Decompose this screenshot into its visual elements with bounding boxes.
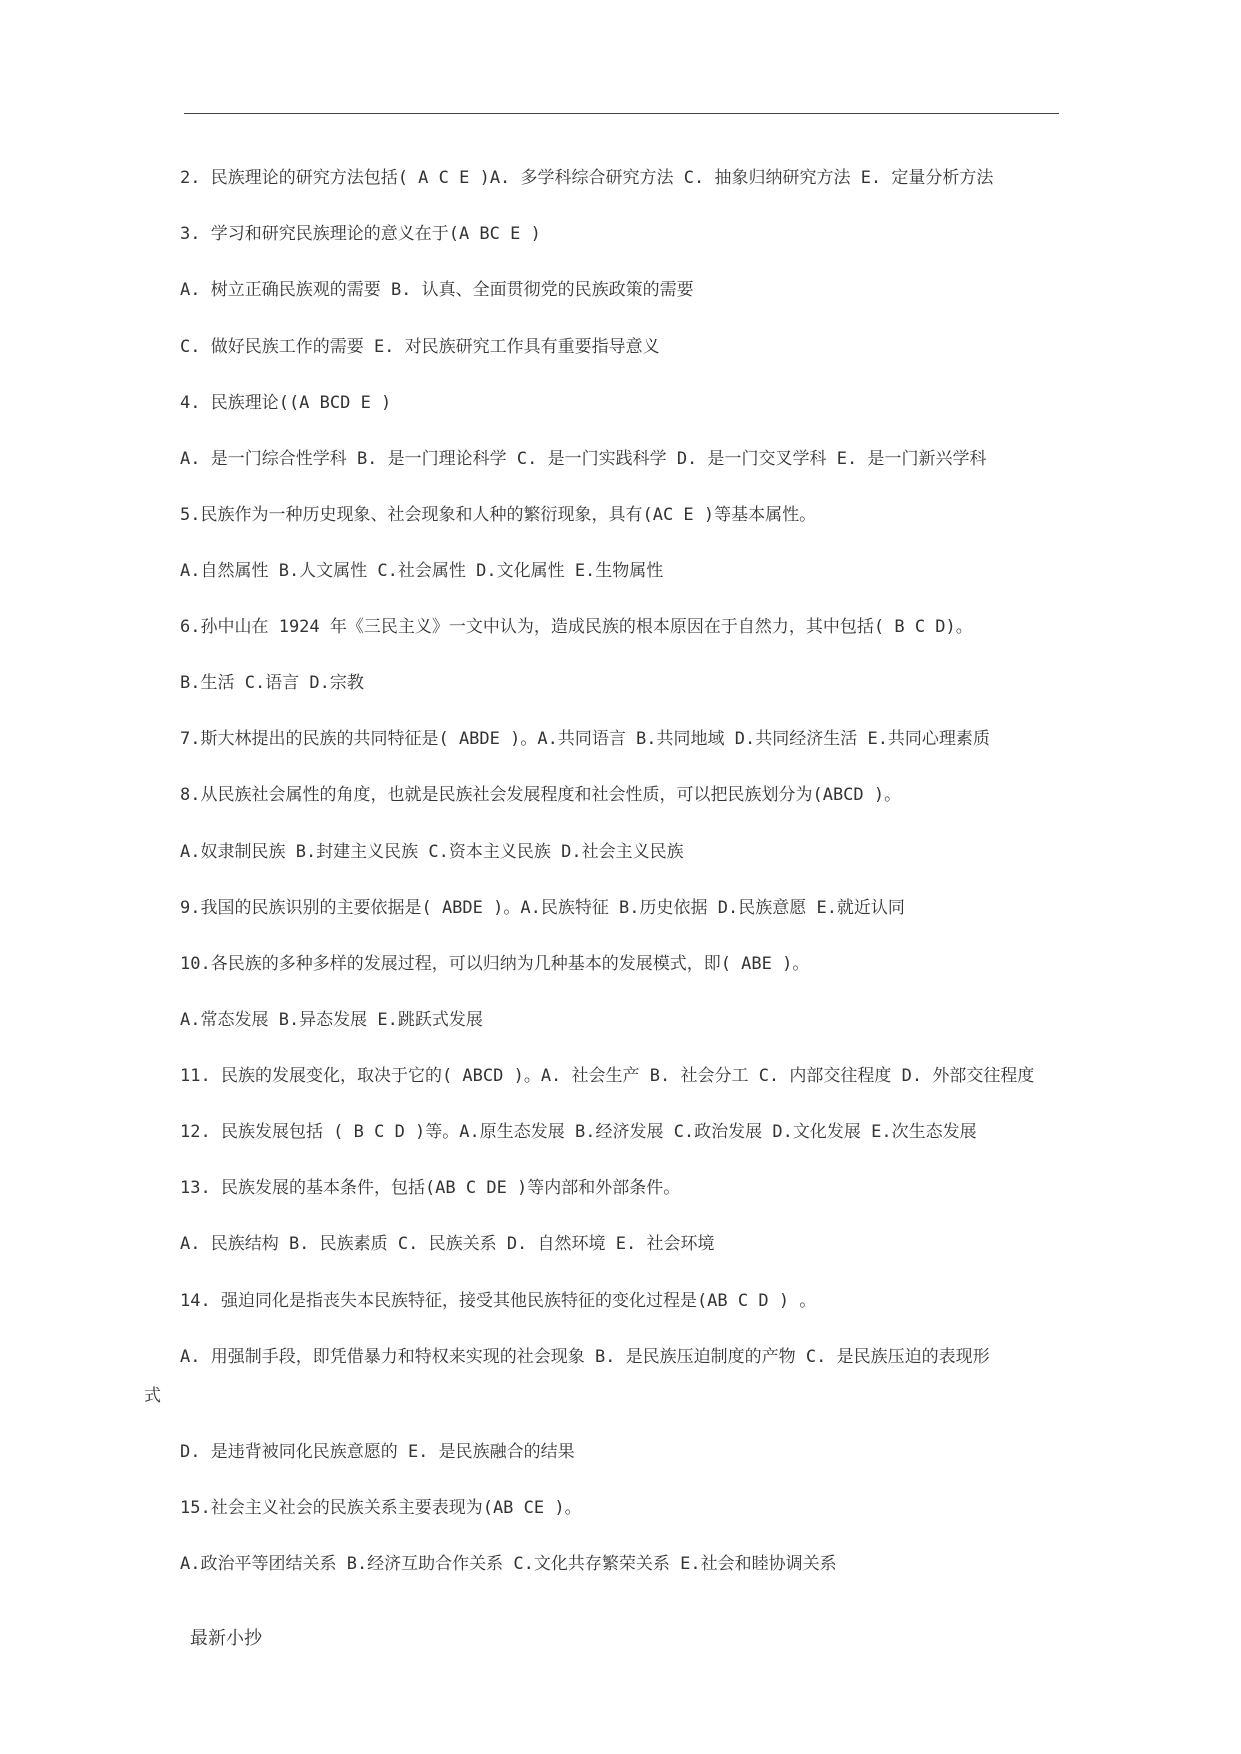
text-line: 3. 学习和研究民族理论的意义在于(A BC E ) [180, 224, 541, 244]
text-line: C. 做好民族工作的需要 E. 对民族研究工作具有重要指导意义 [180, 337, 660, 357]
text-line: 5.民族作为一种历史现象、社会现象和人种的繁衍现象，具有(AC E )等基本属性。 [180, 505, 817, 525]
text-line: 14. 强迫同化是指丧失本民族特征，接受其他民族特征的变化过程是(AB C D ) 。 [180, 1291, 817, 1311]
text-line: 13. 民族发展的基本条件，包括(AB C DE )等内部和外部条件。 [180, 1178, 681, 1198]
page-footer: 最新小抄 [190, 1628, 262, 1649]
text-line: 15.社会主义社会的民族关系主要表现为(AB CE )。 [180, 1498, 582, 1518]
text-line: D. 是违背被同化民族意愿的 E. 是民族融合的结果 [180, 1442, 575, 1462]
text-line: 式 [144, 1386, 161, 1406]
text-line: 6.孙中山在 1924 年《三民主义》一文中认为，造成民族的根本原因在于自然力，其中包括( B C D)。 [180, 617, 973, 637]
text-line: 7.斯大林提出的民族的共同特征是( ABDE )。A.共同语言 B.共同地域 D.共同经济生活 E.共同心理素质 [180, 729, 990, 749]
text-line: A. 用强制手段，即凭借暴力和特权来实现的社会现象 B. 是民族压迫制度的产物 C. 是民族压迫的表现形 [180, 1347, 990, 1367]
text-line: 8.从民族社会属性的角度，也就是民族社会发展程度和社会性质，可以把民族划分为(ABCD )。 [180, 785, 902, 805]
header-rule [184, 113, 1059, 114]
text-line: 4. 民族理论((A BCD E ) [180, 393, 392, 413]
text-line: A.政治平等团结关系 B.经济互助合作关系 C.文化共存繁荣关系 E.社会和睦协调关系 [180, 1554, 837, 1574]
text-line: A.常态发展 B.异态发展 E.跳跃式发展 [180, 1010, 483, 1030]
text-line: 9.我国的民族识别的主要依据是( ABDE )。A.民族特征 B.历史依据 D.民族意愿 E.就近认同 [180, 898, 905, 918]
text-line: A.自然属性 B.人文属性 C.社会属性 D.文化属性 E.生物属性 [180, 561, 664, 581]
text-line: 2. 民族理论的研究方法包括( A C E )A. 多学科综合研究方法 C. 抽象归纳研究方法 E. 定量分析方法 [180, 168, 994, 188]
text-line: A.奴隶制民族 B.封建主义民族 C.资本主义民族 D.社会主义民族 [180, 842, 684, 862]
text-line: A. 是一门综合性学科 B. 是一门理论科学 C. 是一门实践科学 D. 是一门交叉学科 E. 是一门新兴学科 [180, 449, 987, 469]
text-line: B.生活 C.语言 D.宗教 [180, 673, 364, 693]
text-line: 12. 民族发展包括 ( B C D )等。A.原生态发展 B.经济发展 C.政治发展 D.文化发展 E.次生态发展 [180, 1122, 977, 1142]
text-line: 11. 民族的发展变化，取决于它的( ABCD )。A. 社会生产 B. 社会分工 C. 内部交往程度 D. 外部交往程度 [180, 1066, 1035, 1086]
text-line: A. 民族结构 B. 民族素质 C. 民族关系 D. 自然环境 E. 社会环境 [180, 1234, 715, 1254]
text-line: A. 树立正确民族观的需要 B. 认真、全面贯彻党的民族政策的需要 [180, 280, 694, 300]
text-line: 10.各民族的多种多样的发展过程，可以归纳为几种基本的发展模式，即( ABE )。 [180, 954, 810, 974]
